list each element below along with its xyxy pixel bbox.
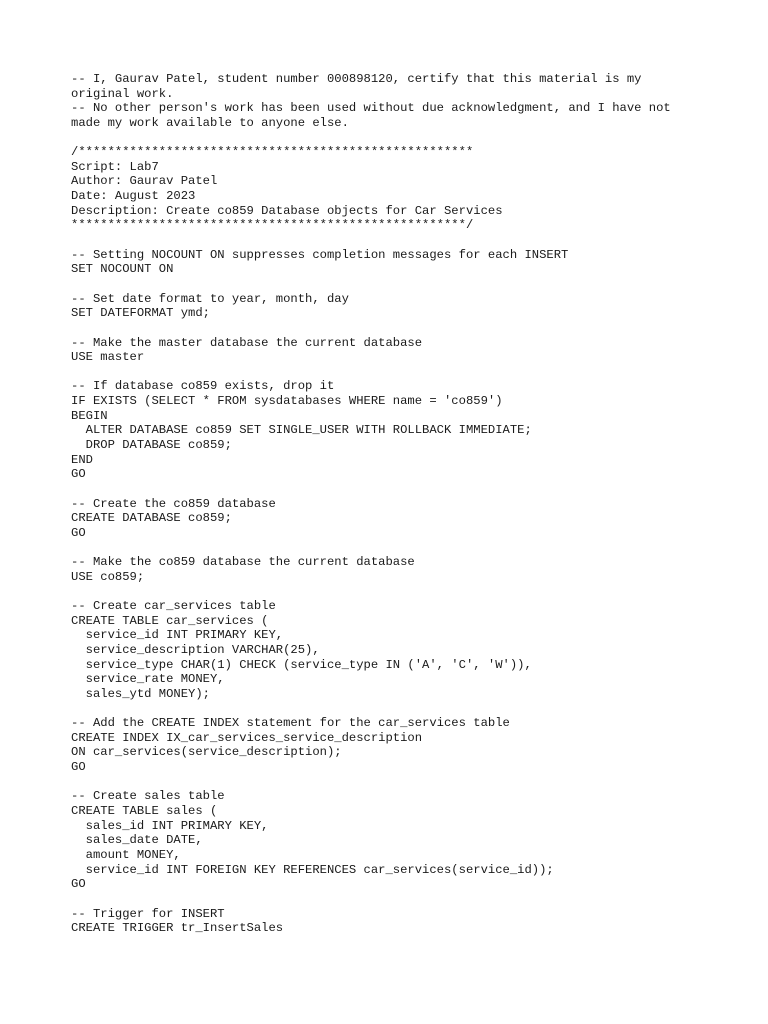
code-line: CREATE INDEX IX_car_services_service_description [71,730,423,745]
code-line: GO [71,525,86,540]
code-line: IF EXISTS (SELECT * FROM sysdatabases WHERE name = 'co859') [71,394,503,409]
code-line: -- Create car_services table [71,599,276,614]
blank-line [71,584,751,599]
code-line: -- Set date format to year, month, day [71,291,349,306]
code-line: sales_id INT PRIMARY KEY, [71,818,269,833]
code-line: original work. [71,86,174,101]
code-line: USE master [71,350,145,365]
code-line: SET NOCOUNT ON [71,262,174,277]
code-line: GO [71,467,86,482]
code-line: USE co859; [71,569,145,584]
blank-line [71,321,751,336]
blank-line [71,482,751,497]
blank-line [71,541,751,556]
code-line: CREATE TRIGGER tr_InsertSales [71,921,284,936]
code-line: -- Setting NOCOUNT ON suppresses completion messages for each INSERT [71,247,569,262]
code-line: SET DATEFORMAT ymd; [71,306,210,321]
code-line: BEGIN [71,408,108,423]
code-line: service_type CHAR(1) CHECK (service_type IN ('A', 'C', 'W')), [71,657,532,672]
code-line: GO [71,877,86,892]
blank-line [71,131,751,146]
blank-line [71,775,751,790]
code-line: service_description VARCHAR(25), [71,642,320,657]
code-line: sales_date DATE, [71,833,203,848]
code-line: Date: August 2023 [71,189,196,204]
code-line: -- Trigger for INSERT [71,906,225,921]
code-line: /****************************************************** [71,145,474,160]
code-line: Description: Create co859 Database objects for Car Services [71,203,503,218]
code-line: -- Make the master database the current database [71,335,423,350]
code-line: -- Create sales table [71,789,225,804]
code-line: -- Create the co859 database [71,496,276,511]
code-line: ON car_services(service_description); [71,745,342,760]
code-line: -- Add the CREATE INDEX statement for the car_services table [71,716,510,731]
code-line: Author: Gaurav Patel [71,174,218,189]
code-line: Script: Lab7 [71,159,159,174]
code-line: ALTER DATABASE co859 SET SINGLE_USER WITH ROLLBACK IMMEDIATE; [71,423,532,438]
code-line: ******************************************************/ [71,218,474,233]
code-line: amount MONEY, [71,847,181,862]
code-line: END [71,452,93,467]
code-line: CREATE TABLE car_services ( [71,613,269,628]
code-line: service_id INT FOREIGN KEY REFERENCES car_services(service_id)); [71,862,554,877]
code-line: -- No other person's work has been used without due acknowledgment, and I have not [71,101,671,116]
code-line: service_id INT PRIMARY KEY, [71,628,284,643]
code-line: GO [71,760,86,775]
blank-line [71,892,751,907]
code-line: DROP DATABASE co859; [71,438,232,453]
blank-line [71,365,751,380]
blank-line [71,233,751,248]
code-line: sales_ytd MONEY); [71,686,210,701]
code-line: service_rate MONEY, [71,672,225,687]
code-line: CREATE TABLE sales ( [71,804,218,819]
code-line: -- Make the co859 database the current database [71,555,415,570]
blank-line [71,277,751,292]
code-line: -- I, Gaurav Patel, student number 000898120, certify that this material is my [71,72,642,86]
blank-line [71,702,751,717]
code-line: made my work available to anyone else. [71,115,349,130]
code-line: CREATE DATABASE co859; [71,511,232,526]
sql-script-text [71,72,751,936]
code-line: -- If database co859 exists, drop it [71,379,335,394]
